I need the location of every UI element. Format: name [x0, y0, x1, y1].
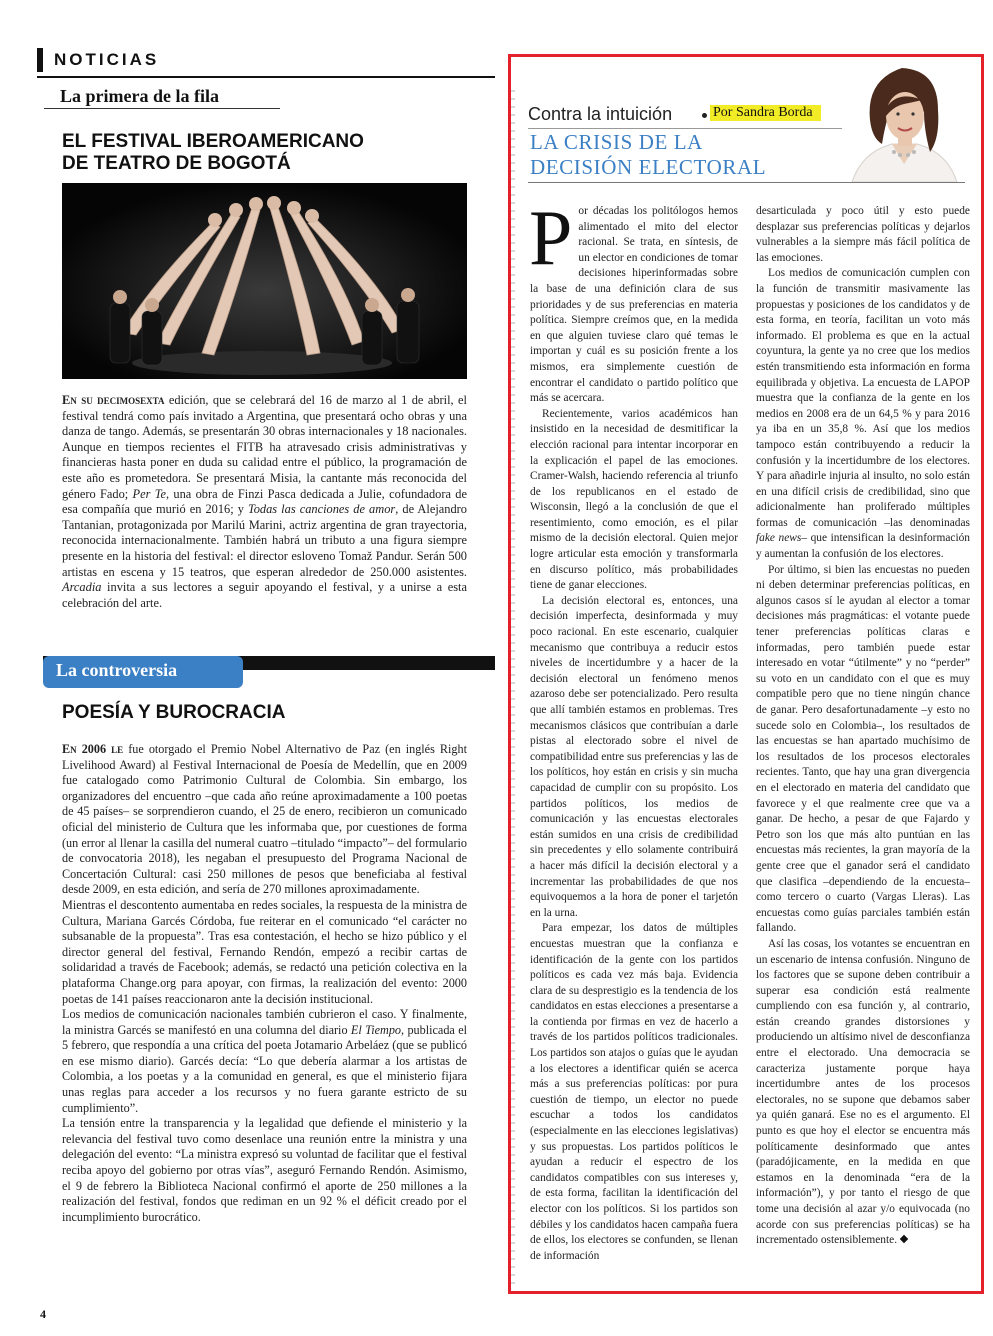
festival-text-4: invita a sus lectores a seguir apoyando el festival, y a unirse a esta celebración del arte. — [62, 580, 467, 610]
section-marker-bar — [37, 48, 43, 72]
section-label: NOTICIAS — [54, 50, 160, 69]
page-number: 4 — [40, 1307, 46, 1321]
column-paragraph-6 — [756, 266, 970, 562]
column-paragraph-4: Para empezar, los datos de múltiples encuestas muestran que la confianza e identificación de la gente con los partidos políticos es cada vez más baja. Evidencia clara de su desprestigio es la tendencia de los candidatos en estas elecciones a presentarse a la contienda por firmas en vez de hacerlo a través de los partidos políticos tradicionales. Los partidos son atajos o guías que le ayudan a los electores a identificar quién se acerca más a sus preferencias políticas: por pura cuestión de tiempo, un elector no puede escuchar a todos los candidatos (especialmente en las elecciones legislativas) y sus propuestas. Los partidos políticos le ayudan a reducir el espectro de los candidatos compatibles con sus intereses y, de esta forma, facilitan la identificación del elector con los políticos. Si los partidos son débiles y los candidatos hacen campaña fuera de ellos, los electores se confunden, se llenan de información — [530, 922, 738, 1262]
festival-text-2: , una obra de Finzi Pasca dedicada a Julie, cofundadora de esa compañía que murió en 2016; y — [62, 486, 467, 517]
column-headline-line1: LA CRISIS DE LA — [530, 130, 703, 154]
column-body-col1 — [529, 194, 738, 1264]
column-kicker: Contra la intuición — [528, 104, 673, 124]
section-rule — [37, 76, 495, 78]
title-el-tiempo: El Tiempo — [350, 1022, 402, 1037]
column-author: Por Sandra Borda — [710, 105, 821, 121]
author-portrait-illustration — [842, 60, 967, 182]
festival-headline — [62, 131, 482, 175]
author-portrait — [842, 60, 967, 182]
column-paragraph-1 — [529, 194, 738, 407]
column-paragraph-2: Recientemente, varios académicos han insistido en la necesidad de desmitificar la elección racional para intentar incorporar en la explicación el papel de las emociones. Cramer-Walsh, haciendo referencia al triunfo de los republicanos en el estado de Wisconsin, llegó a la conclusión de que el resentimiento, como emoción, es el pilar mismo de la decisión electoral. Quien mejor logre articular esta emoción y transformarla en discurso político, más probabilidades tiene de ganar elecciones. — [530, 407, 738, 592]
controversy-lead: En 2006 le — [62, 742, 124, 756]
column-headline — [530, 130, 830, 180]
column-headline-line2: DECISIÓN ELECTORAL — [530, 155, 767, 179]
column-paragraph-3: La decisión electoral es, entonces, una decisión imperfecta, desinformada y muy poco racional. En este escenario, cualquier mecanismo que contribuya a reducir estos niveles de incertidumbre y a hacer de la decisión electoral un fenómeno menos azaroso debe ser potencializado. Pero resulta que allí también estamos en problemas. Tres mecanismos clásicos que contribuían a darle pistas al electorado sobre el nivel de compatibilidad entre sus preferencias y las de los políticos, hoy están en crisis y sin mucha capacidad de cumplir con su propósito. Los partidos políticos, los medios de comunicación y las encuestas electorales están sumidos en una crisis de credibilidad sin precedentes y ello solamente contribuirá a hacer más difícil la decisión electoral y a incrementar las probabilidades de que nos equivoquemos a la hora de poner el tarjetón en la urna. — [530, 594, 738, 919]
controversy-text-3b: , publicada el 5 febrero, que respondía a una crítica del poeta Jotamario Arbeláez (que se publicó en ese mismo diario). Garcés decía: “Lo que debería alarmar a los artistas de Colombia, a los poetas y a la comunidad en general, es que el ministerio fijara unas reglas para acceder a los recursos y no fuera garante estricto de su cumplimiento”. — [62, 1022, 467, 1115]
title-todas-las-canciones: Todas las canciones de amor — [247, 502, 396, 517]
column-text-6b: – que intensifican la desinformación y aumentan la confusión de los electores. — [756, 532, 970, 561]
column-paragraph-7: Por último, si bien las encuestas no pueden ni deben determinar preferencias políticas, en algunos casos sí le ayudan al elector a tomar decisiones más pragmáticas: el votante puede tener preferencias políticas claras e informadas, pero también puede estar interesado en votar “útilmente” y no “perder” su voto en un candidato con el que es muy compatible pero que no tiene ningún chance de ganar. Pero desafortunadamente –y esto no sucede solo en Colombia–, los resultados de las encuestas se han apartado muchísimo de los resultados de los procesos electorales recientes. Tanto, que hay una gran divergencia en el electorado en materia del candidato que favorece y el que realmente cree que va a ganar. De hecho, a pesar de que Fajardo y Petro son los que más alto puntúan en las encuestas más recientes, la gran mayoría de la gente cree que el ganador será el candidato que clasifica –dependiendo de la encuesta– como tercero o cuarto (Vargas Lleras). Las encuestas como guías parciales también están fallando. — [756, 563, 970, 935]
controversy-label: La controversia — [56, 660, 178, 680]
controversy-headline: POESÍA Y BUROCRACIA — [62, 702, 286, 723]
column-text-1: or décadas los politólogos hemos alimentado el mito del elector racional. Se trata, en síntesis, de un elector en condiciones de tomar decisiones hiperinformadas sobre la base de una definición clara de sus prioridades y de sus preferencias en materia política. Siempre creímos que, en la medida en que alguien tuviese claro qué temas le importan y cuál es su posición frente a los mismos, era simplemente cuestión de encontrar el candidato o partido político que más se acercara. — [530, 205, 738, 405]
column-text-6a: Los medios de comunicación cumplen con la función de transmitir masivamente las propuestas y posiciones de los candidatos y de esta forma, en teoría, facilitan un voto más informado. El problema es que en la actual coyuntura, la gente ya no cree que los medios estén transmitiendo esta información en forma equilibrada y objetiva. La encuesta de LAPOP muestra que la confianza de la gente en los medios en 2008 era de un 64,5 % y para 2016 ya iba en un 35,8 %. Así que los medios tampoco están contribuyendo a reducir la confusión y la incertidumbre de los electores. Y para añadirle injuria al insulto, no solo están en una difícil crisis de credibilidad, sino que adicionalmente han proliferado múltiples formas de comunicación –las denominadas — [756, 267, 970, 529]
festival-paragraph — [62, 393, 467, 611]
title-fake-news: fake news — [756, 532, 802, 545]
subsection-rule — [44, 108, 280, 109]
festival-headline-line1: EL FESTIVAL IBEROAMERICANO — [62, 131, 364, 152]
controversy-paragraph-3 — [62, 1007, 467, 1116]
controversy-text-1: fue otorgado el Premio Nobel Alternativo de Paz (en inglés Right Livelihood Award) al Festival Internacional de Poesía de Medellín, que en 2009 fue catalogado como Patrimonio Cultural de Colombia. Sin embargo, los organizadores del encuentro –que cada año reúne aproximadamente a 100 poetas de 45 países– se sorprendieron cuando, el 25 de enero, recibieron un comunicado oficial del ministerio de Cultura que les informaba que, por cuestiones de forma (un error al llenar la casilla del numeral cuatro –titulado “impacto”– del formulario de convocatoria 2018), les negaban el presupuesto del Programa Nacional de Concertación Cultural: casi 250 millones de pesos que beneficiaba al festival desde 2009, en esta edición, and sería de 270 millones aproximadamente. — [62, 742, 467, 897]
title-per-te: Per Te — [132, 486, 166, 501]
column-paragraph-5: desarticulada y poco útil y esto puede desplazar sus preferencias políticas y dejarlos vulnerables a la siempre más fácil política de las emociones. — [756, 205, 970, 264]
festival-text-1: edición, que se celebrará del 16 de marzo al 1 de abril, el festival tendrá como país invitado a Argentina, que presentará ocho obras y una danza de tango. Además, se presentarán 30 obras internacionales y 18 nacionales. Aunque en tiempos recientes el FITB ha atravesado crisis administrativas y financieras hasta poner en duda su calidad entre el público, la programación de este año es prometedora. Se presentará Misia, la cantante más reconocida del género Fado; — [62, 393, 468, 501]
controversy-body — [62, 742, 467, 1225]
controversy-paragraph-4: La tensión entre la transparencia y la legalidad que defiende el ministerio y la relevancia del festival tuvo como desenlace una reunión entre la ministra y una delegación del evento: “La ministra expresó su voluntad de facilitar que el festival reciba apoyo del gobierno por otras vías”, aseguró Fernando Rendón. Asimismo, el 9 de febrero la Biblioteca Nacional confirmó el aporte de 250 millones a la realización del festival, fondos que rediman en un 92 % el déficit creado por el incumplimiento burocrático. — [62, 1116, 467, 1224]
column-body-col2 — [756, 204, 970, 1249]
dancers-photo — [62, 183, 467, 379]
margin-speckle — [511, 90, 515, 1290]
dancers-illustration — [62, 183, 467, 379]
end-diamond-icon — [900, 1235, 908, 1243]
festival-body — [62, 393, 467, 611]
subsection-title: La primera de la fila — [60, 86, 219, 106]
column-paragraph-8 — [756, 937, 970, 1249]
festival-lead: En su decimosexta — [62, 393, 165, 407]
title-arcadia: Arcadia — [62, 580, 102, 595]
controversy-text-3a: Los medios de comunicación nacionales también cubrieron el caso. Y finalmente, la ministra Garcés se manifestó en una columna del diario — [62, 1007, 467, 1037]
controversy-paragraph-2: Mientras el descontento aumentaba en redes sociales, la respuesta de la ministra de Cultura, Mariana Garcés Córdoba, fue reiterar en el comunicado “el carácter no subsanable de la propuesta”. Tras esa contestación, el hecho se hizo público y el director general del festival, Fernando Rendón, empezó a recibir cartas de solidaridad a través de Facebook; además, se redactó una petición colectiva en la plataforma Change.org para apoyar, con firmas, la realización del evento: 2000 poetas de 141 países reaccionaron ante la decisión institucional. — [62, 897, 467, 1006]
dropcap: P — [529, 194, 573, 281]
festival-headline-line2: DE TEATRO DE BOGOTÁ — [62, 153, 291, 174]
festival-text-3: , de Alejandro Tantanian, protagonizada por Marilú Marini, actriz argentina de gran trayectoria, reconocida internacionalmente. También habrá un tributo a una figura siempre presente en la historia del festival: el director esloveno Tomaž Pandur. Serán 500 artistas en escena y 15 teatros, que esperan alrededor de 250.000 asistentes. — [62, 502, 467, 579]
column-text-8: Así las cosas, los votantes se encuentran en un escenario de intensa confusión. Ninguno de los factores que se supone deben contribuir a superar esa condición está realmente cumpliendo con esa función y, al contrario, están creando grandes distorsiones y produciendo un altísimo nivel de desconfianza entre el electorado. Una democracia se caracteriza justamente porque haya incertidumbre antes de los procesos electorales, no se supone que debamos saber ya quién ganará. Ese no es el argumento. El punto es que hoy el elector se encuentra más políticamente desinformado que antes (paradójicamente, en la medida en que estamos en la denominada “era de la información”), y por tanto el riesgo de que tome una decisión al azar y/o equivocada (no acorde con sus preferencias políticas) se ha incrementado ostensiblemente. — [756, 937, 970, 1247]
controversy-paragraph-1 — [62, 742, 467, 898]
column-rule-bottom — [528, 182, 965, 183]
bullet-icon — [702, 113, 707, 118]
